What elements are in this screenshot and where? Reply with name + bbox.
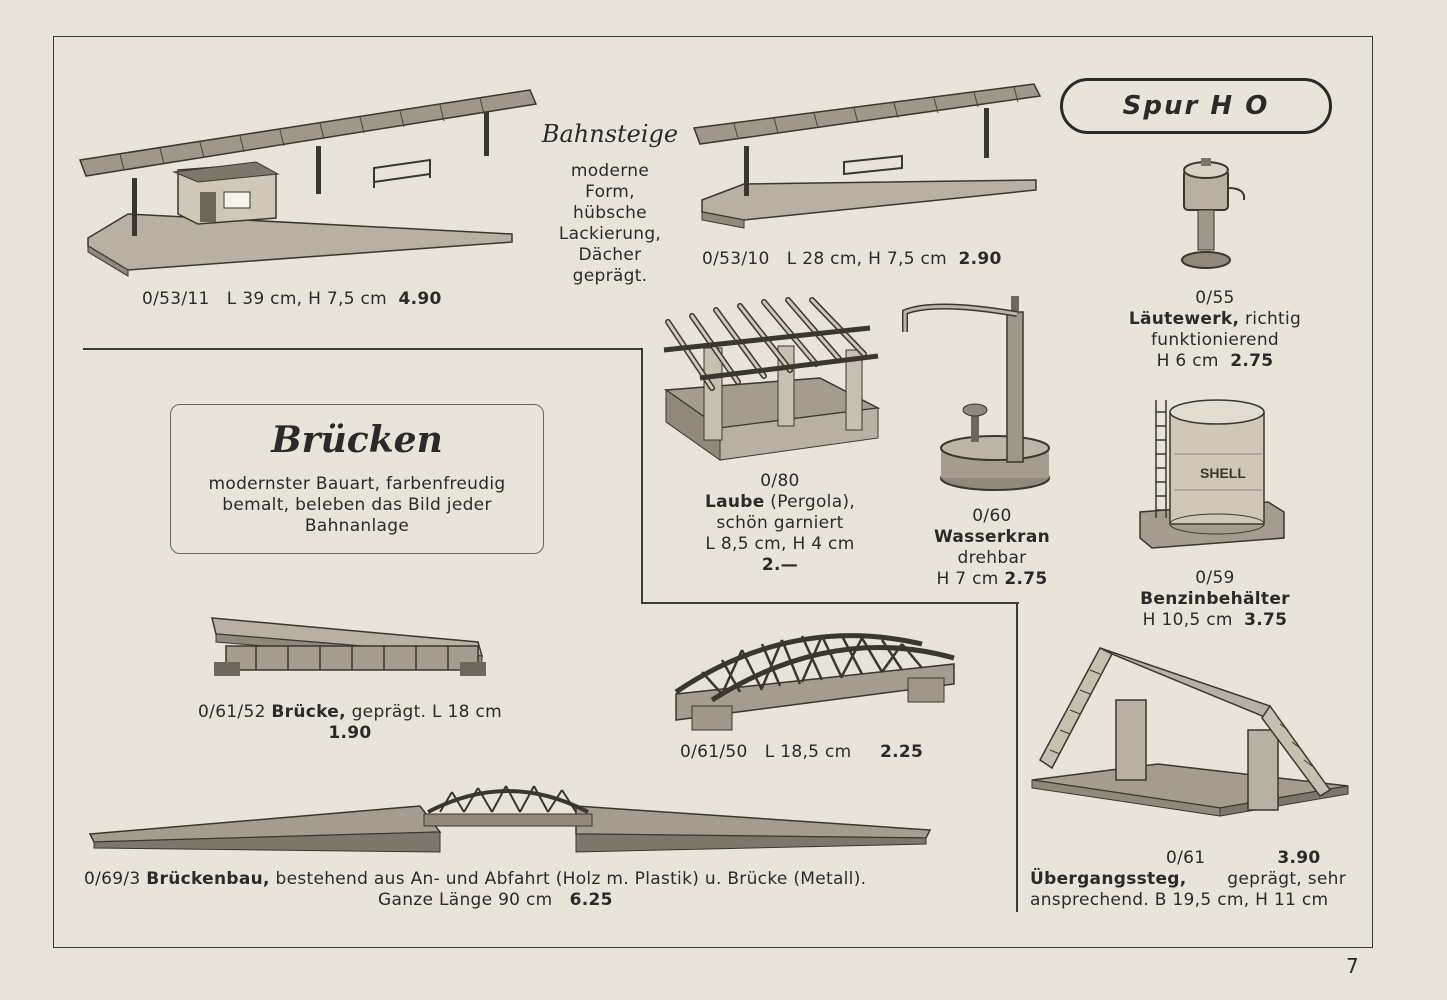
footbridge-caption: 0/61 3.90 Übergangssteg, geprägt, sehr ansprechend. B 19,5 cm, H 11 cm (1030, 848, 1346, 910)
water-crane-illustration (895, 292, 1065, 494)
bruecken-title: Brücken (271, 419, 443, 461)
divider-horizontal-left (83, 348, 643, 350)
bridge-ramp-illustration (88, 776, 934, 856)
platform-large-caption: 0/53/11 L 39 cm, H 7,5 cm 4.90 (142, 289, 442, 309)
divider-vertical-right (1016, 602, 1018, 912)
bridge-plate-caption: 0/61/52 Brücke, geprägt. L 18 cm 1.90 (198, 702, 502, 743)
bruecken-description: modernster Bauart, farbenfreudig bemalt, beleben das Bild jeder Bahnanlage (208, 474, 506, 536)
bridge-plate-illustration (208, 612, 490, 686)
divider-horizontal-middle (641, 602, 1019, 604)
fuel-tank-caption: 0/59 Benzinbehälter H 10,5 cm 3.75 (1140, 568, 1290, 630)
platform-small-illustration (694, 80, 1044, 240)
arch-bridge-illustration (672, 624, 962, 738)
fuel-tank-illustration (1138, 392, 1286, 552)
pergola-illustration (660, 290, 882, 468)
bell-illustration (1180, 156, 1260, 274)
bahnsteige-description: moderne Form, hübsche Lackierung, Dächer geprägt. (558, 161, 662, 286)
footbridge-illustration (1030, 640, 1352, 826)
pergola-caption: 0/80 Laube (Pergola), schön garniert L 8,5 cm, H 4 cm 2.— (704, 471, 856, 575)
bridge-ramp-caption: 0/69/3 Brückenbau, bestehend aus An- und Abfahrt (Holz m. Plastik) u. Brücke (Metall). Ganze Länge 90 cm 6.25 (84, 869, 867, 910)
divider-vertical-middle (641, 348, 643, 604)
platform-small-caption: 0/53/10 L 28 cm, H 7,5 cm 2.90 (702, 249, 1002, 269)
platform-large-illustration (80, 88, 540, 278)
arch-bridge-caption: 0/61/50 L 18,5 cm 2.25 (680, 742, 924, 762)
page-number: 7 (1346, 954, 1360, 978)
bahnsteige-heading: Bahnsteige (541, 120, 679, 148)
gauge-badge: Spur H O (1060, 78, 1332, 134)
bell-caption: 0/55 Läutewerk, richtig funktionierend H 6 cm 2.75 (1128, 288, 1302, 371)
water-crane-caption: 0/60 Wasserkran drehbar H 7 cm 2.75 (933, 506, 1051, 589)
tank-label: SHELL (1200, 465, 1246, 481)
